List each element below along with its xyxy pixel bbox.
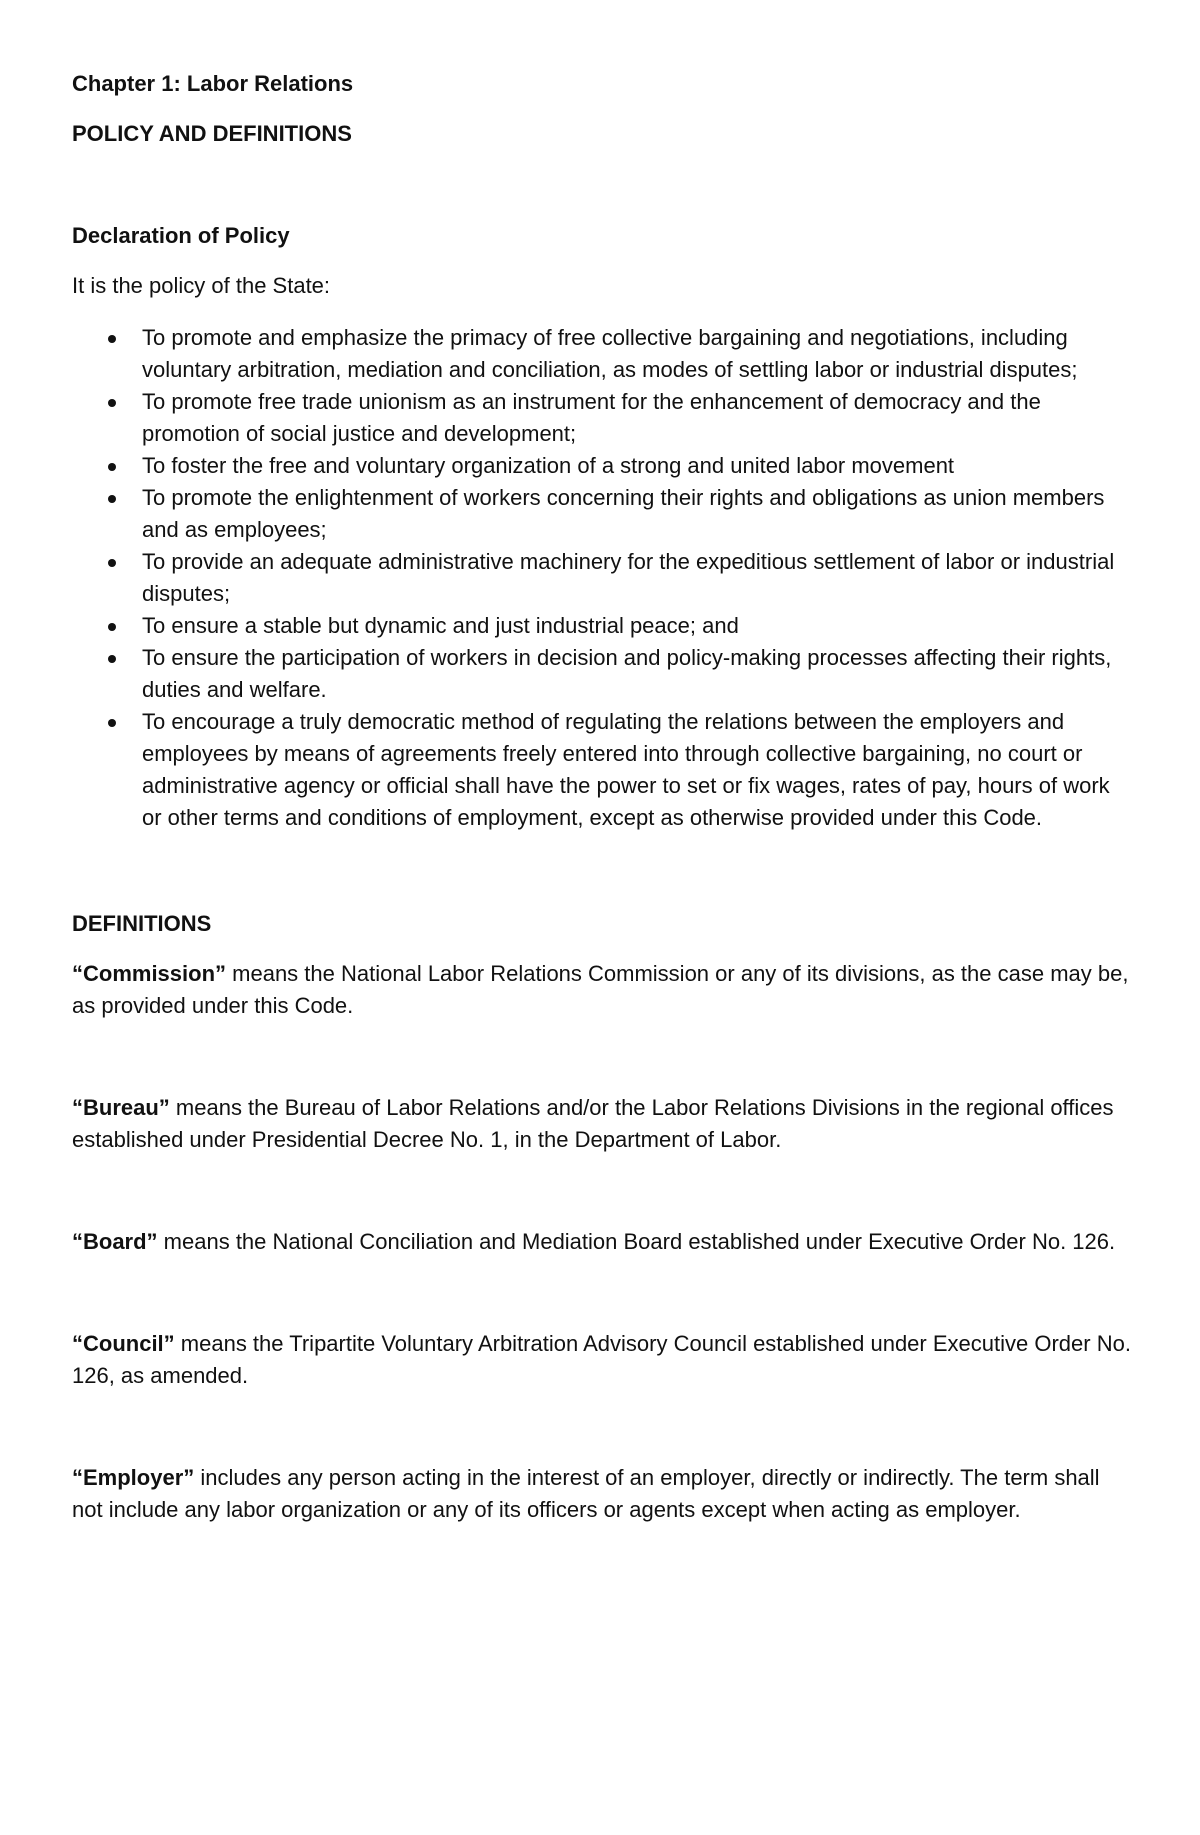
list-item-text: To provide an adequate administrative machinery for the expeditious settlement of labor or industrial disputes;: [142, 549, 1115, 606]
list-item-text: To ensure a stable but dynamic and just industrial peace; and: [142, 613, 739, 638]
definition-term: “Council”: [72, 1331, 175, 1356]
list-item: [72, 450, 1132, 482]
definition-term: “Commission”: [72, 961, 227, 986]
bullet-icon: [108, 559, 116, 567]
bullet-icon: [108, 495, 116, 503]
list-item: [72, 610, 1132, 642]
bullet-icon: [108, 719, 116, 727]
list-item-text: To foster the free and voluntary organization of a strong and united labor movement: [142, 453, 955, 478]
list-item-text: To ensure the participation of workers in decision and policy-making processes affecting their rights, duties and welfare.: [142, 645, 1112, 702]
declaration-heading: Declaration of Policy: [72, 223, 290, 248]
chapter-title: Chapter 1: Labor Relations: [72, 71, 354, 96]
list-item-text: To promote free trade unionism as an instrument for the enhancement of democracy and the promotion of social justice and development;: [142, 389, 1041, 446]
list-item-text: To promote the enlightenment of workers concerning their rights and obligations as union members and as employees;: [142, 485, 1105, 542]
definition-term: “Bureau”: [72, 1095, 170, 1120]
definitions-heading: DEFINITIONS: [72, 911, 212, 936]
policy-list: [72, 322, 1132, 834]
definition-text: means the Tripartite Voluntary Arbitration Advisory Council established under Executive Order No. 126, as amended.: [72, 1331, 1131, 1388]
policy-heading: POLICY AND DEFINITIONS: [72, 121, 352, 146]
definition-text: means the Bureau of Labor Relations and/or the Labor Relations Divisions in the regional offices established under Presidential Decree No. 1, in the Department of Labor.: [72, 1095, 1114, 1152]
definition-term: “Board”: [72, 1229, 158, 1254]
bullet-icon: [108, 463, 116, 471]
list-item-text: To promote and emphasize the primacy of free collective bargaining and negotiations, including voluntary arbitration, mediation and conciliation, as modes of settling labor or industrial disputes;: [142, 325, 1078, 382]
list-item: [72, 642, 1132, 706]
list-item: [72, 322, 1132, 386]
list-item: [72, 706, 1132, 834]
declaration-intro: It is the policy of the State:: [72, 273, 331, 298]
list-item: [72, 546, 1132, 610]
definition-employer: [72, 1462, 1132, 1526]
definition-board: [72, 1226, 1132, 1258]
list-item-text: To encourage a truly democratic method of regulating the relations between the employers and employees by means of agreements freely entered into through collective bargaining, no court or administrative agency or official shall have the power to set or fix wages, rates of pay, hours of work or other terms and conditions of employment, except as otherwise provided under this Code.: [142, 709, 1110, 830]
list-item: [72, 386, 1132, 450]
bullet-icon: [108, 623, 116, 631]
definition-term: “Employer”: [72, 1465, 195, 1490]
definition-text: means the National Conciliation and Mediation Board established under Executive Order No. 126.: [157, 1229, 1116, 1254]
list-item: [72, 482, 1132, 546]
definition-text: means the National Labor Relations Commission or any of its divisions, as the case may be, as provided under this Code.: [72, 961, 1129, 1018]
bullet-icon: [108, 655, 116, 663]
bullet-icon: [108, 335, 116, 343]
definition-bureau: [72, 1092, 1132, 1156]
bullet-icon: [108, 399, 116, 407]
document-page: [72, 68, 1132, 1526]
definition-commission: [72, 958, 1132, 1022]
definition-council: [72, 1328, 1132, 1392]
definition-text: includes any person acting in the interest of an employer, directly or indirectly. The term shall not include any labor organization or any of its officers or agents except when acting as employer.: [72, 1465, 1100, 1522]
